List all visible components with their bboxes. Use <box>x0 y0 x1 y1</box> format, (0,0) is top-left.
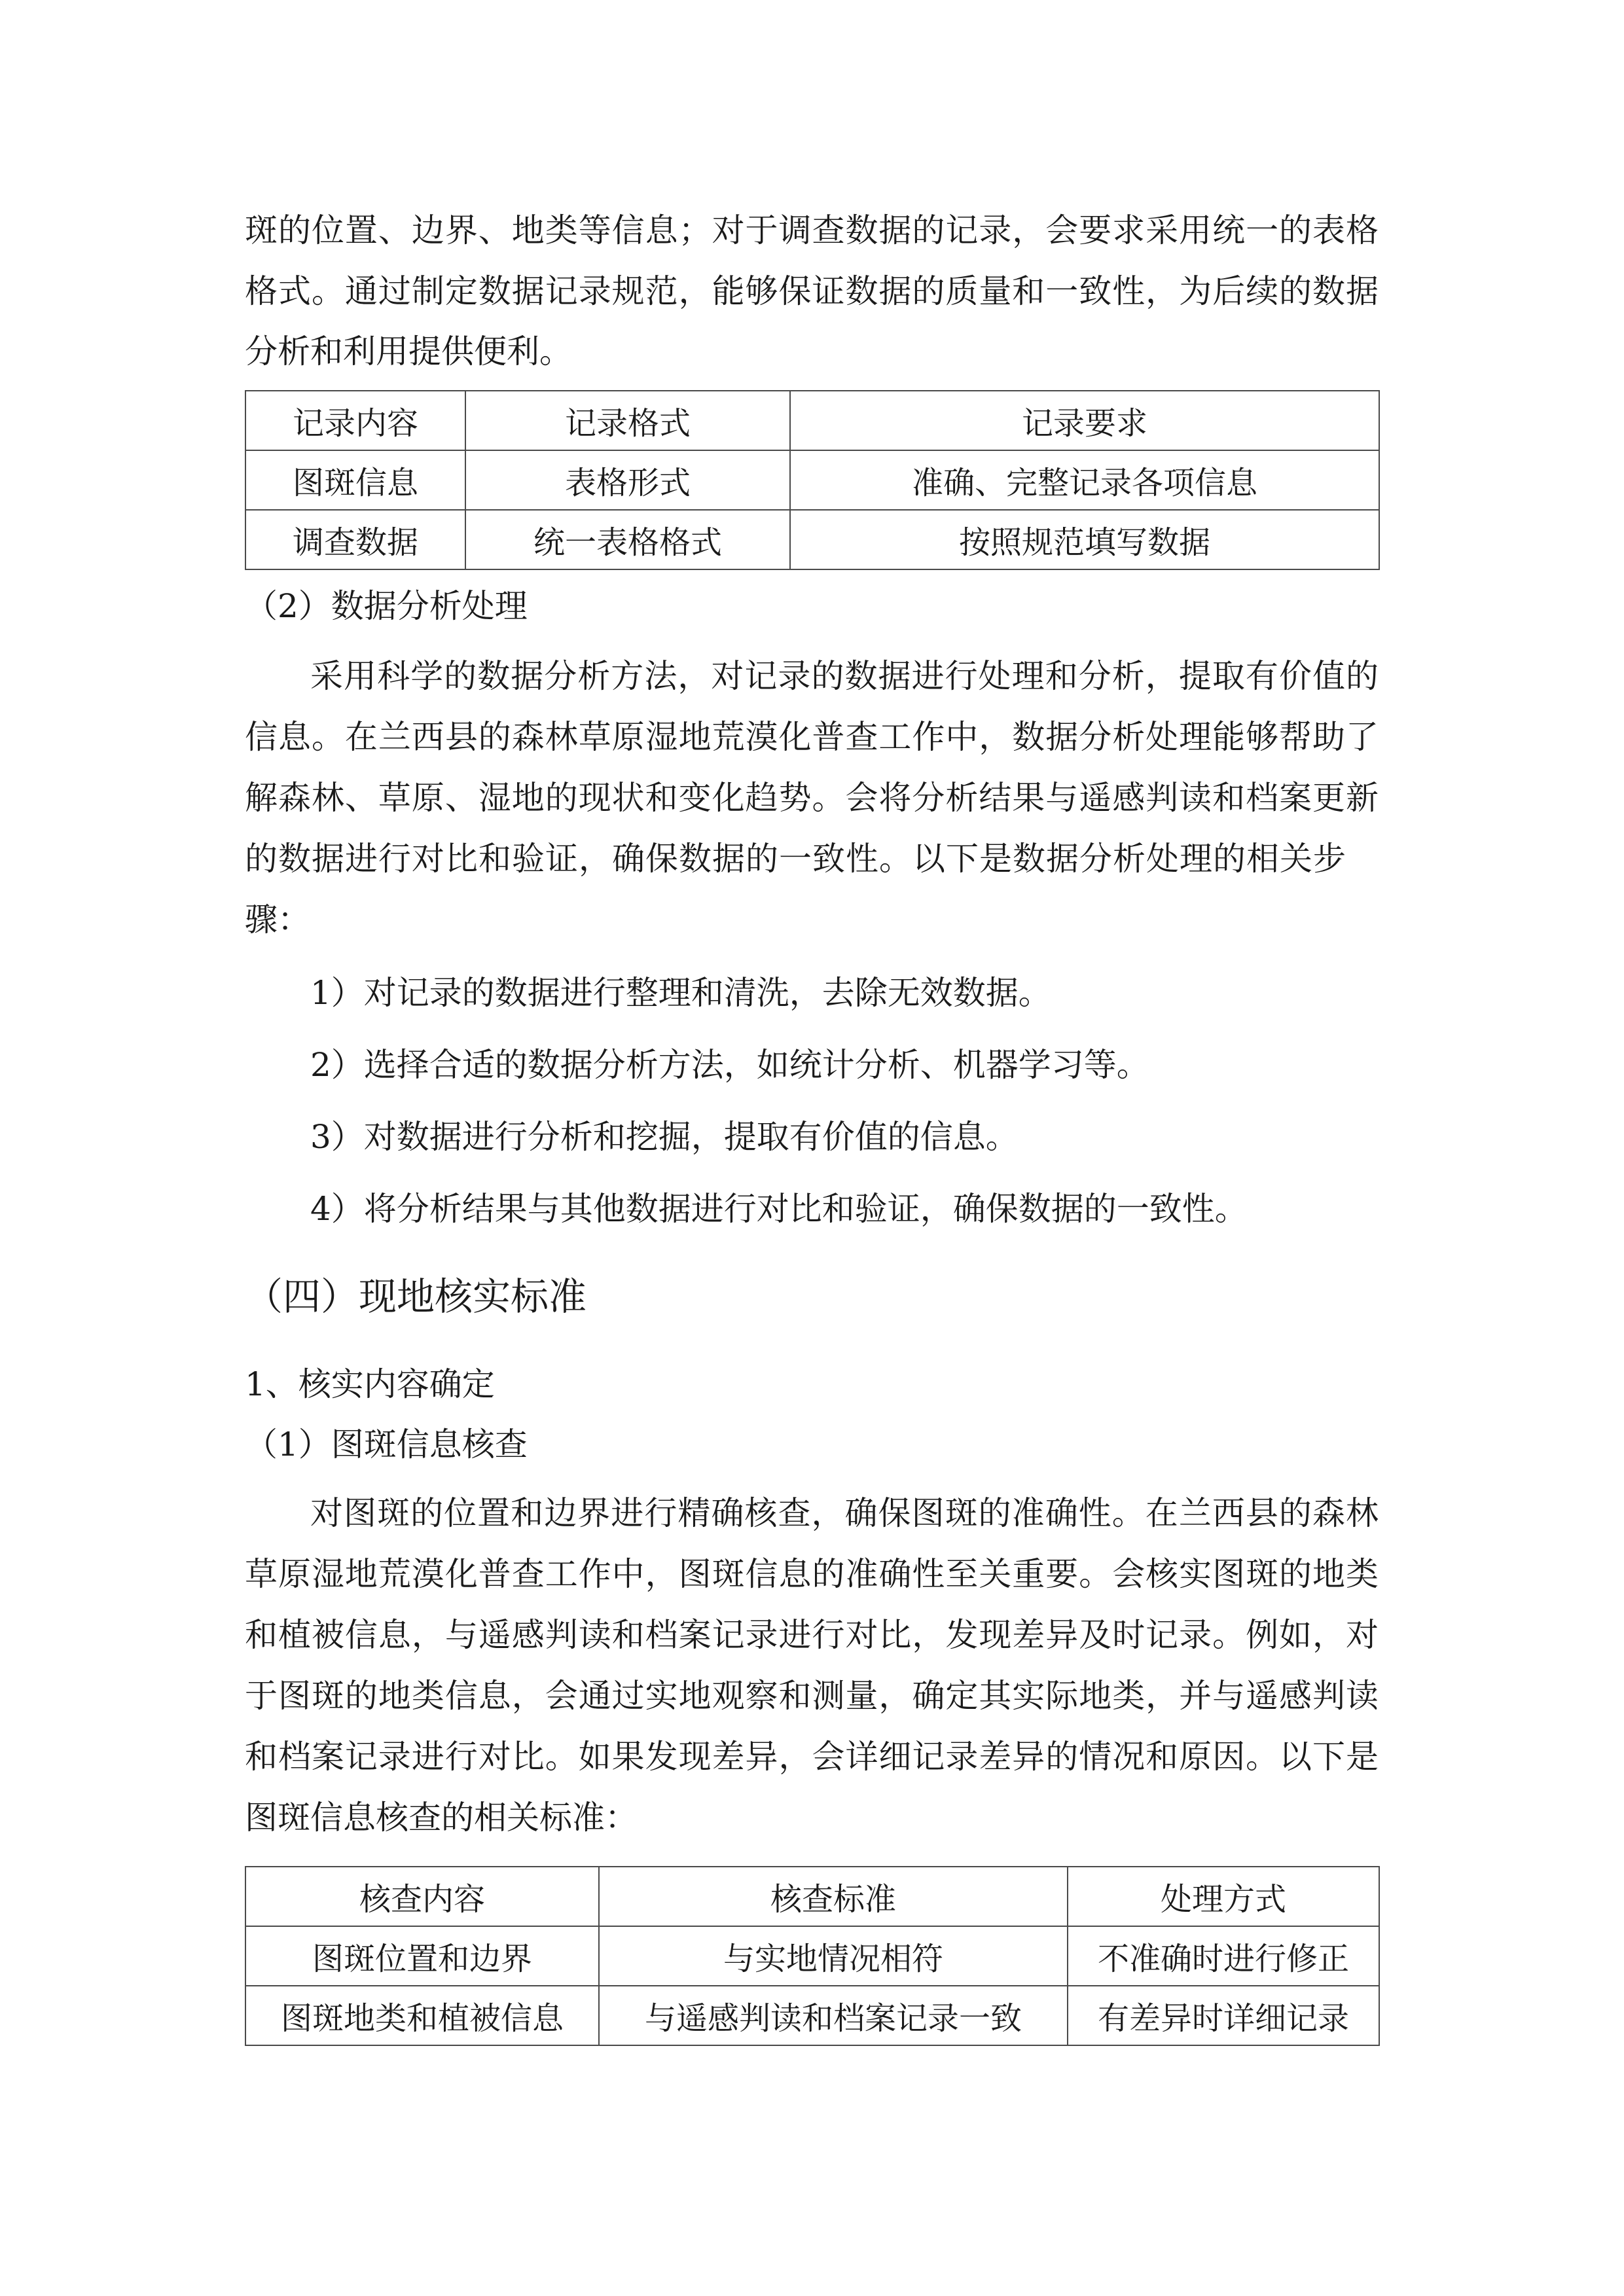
table-row <box>245 510 1379 569</box>
check-table <box>245 1866 1380 2046</box>
table-header-cell: 记录格式 <box>465 391 790 450</box>
analysis-step-2: 2）选择合适的数据分析方法，如统计分析、机器学习等。 <box>310 1046 1149 1084</box>
table-cell: 与遥感判读和档案记录一致 <box>599 1986 1068 2045</box>
table-cell: 统一表格格式 <box>465 510 790 569</box>
analysis-line-2: 信息。在兰西县的森林草原湿地荒漠化普查工作中，数据分析处理能够帮助了 <box>245 718 1379 756</box>
table-cell: 与实地情况相符 <box>599 1926 1068 1986</box>
verification-line-5: 和档案记录进行对比。如果发现差异，会详细记录差异的情况和原因。以下是 <box>245 1738 1379 1776</box>
table-cell: 按照规范填写数据 <box>790 510 1379 569</box>
verification-line-2: 草原湿地荒漠化普查工作中，图斑信息的准确性至关重要。会核实图斑的地类 <box>245 1555 1379 1593</box>
analysis-step-3: 3）对数据进行分析和挖掘，提取有价值的信息。 <box>310 1118 1019 1156</box>
table-row <box>245 1926 1379 1986</box>
verification-line-1: 对图斑的位置和边界进行精确核查，确保图斑的准确性。在兰西县的森林 <box>310 1494 1379 1532</box>
section-heading-verification: （四）现地核实标准 <box>245 1274 587 1319</box>
table-header-cell: 核查标准 <box>599 1867 1068 1926</box>
table-cell: 调查数据 <box>245 510 465 569</box>
analysis-step-1: 1）对记录的数据进行整理和清洗，去除无效数据。 <box>310 974 1051 1012</box>
table-cell: 有差异时详细记录 <box>1068 1986 1379 2045</box>
analysis-line-1: 采用科学的数据分析方法，对记录的数据进行处理和分析，提取有价值的 <box>310 657 1379 695</box>
verification-line-4: 于图斑的地类信息，会通过实地观察和测量，确定其实际地类，并与遥感判读 <box>245 1677 1379 1715</box>
intro-line-2: 格式。通过制定数据记录规范，能够保证数据的质量和一致性，为后续的数据 <box>245 272 1379 310</box>
table-header-row <box>245 1867 1379 1926</box>
analysis-line-5: 骤： <box>245 901 310 939</box>
analysis-line-3: 解森林、草原、湿地的现状和变化趋势。会将分析结果与遥感判读和档案更新 <box>245 779 1379 817</box>
table-header-cell: 核查内容 <box>245 1867 599 1926</box>
table-row <box>245 1986 1379 2045</box>
table-header-row <box>245 391 1379 450</box>
table-cell: 图斑位置和边界 <box>245 1926 599 1986</box>
subsection-title-map-patch-check: （1）图斑信息核查 <box>245 1426 528 1463</box>
verification-line-6: 图斑信息核查的相关标准： <box>245 1799 638 1837</box>
intro-line-3: 分析和利用提供便利。 <box>245 332 572 370</box>
analysis-step-4: 4）将分析结果与其他数据进行对比和验证，确保数据的一致性。 <box>310 1190 1248 1228</box>
table-cell: 准确、完整记录各项信息 <box>790 450 1379 510</box>
table-header-cell: 记录内容 <box>245 391 465 450</box>
subheading-verification-content: 1、核实内容确定 <box>245 1365 495 1403</box>
table-cell: 表格形式 <box>465 450 790 510</box>
verification-line-3: 和植被信息，与遥感判读和档案记录进行对比，发现差异及时记录。例如，对 <box>245 1616 1379 1654</box>
table-cell: 图斑地类和植被信息 <box>245 1986 599 2045</box>
section-title-data-analysis: （2）数据分析处理 <box>245 587 528 625</box>
analysis-line-4: 的数据进行对比和验证，确保数据的一致性。以下是数据分析处理的相关步 <box>245 840 1346 878</box>
table-cell: 不准确时进行修正 <box>1068 1926 1379 1986</box>
table-row <box>245 450 1379 510</box>
table-cell: 图斑信息 <box>245 450 465 510</box>
table-header-cell: 处理方式 <box>1068 1867 1379 1926</box>
intro-line-1: 斑的位置、边界、地类等信息；对于调查数据的记录，会要求采用统一的表格 <box>245 211 1379 249</box>
record-table <box>245 390 1380 570</box>
table-header-cell: 记录要求 <box>790 391 1379 450</box>
